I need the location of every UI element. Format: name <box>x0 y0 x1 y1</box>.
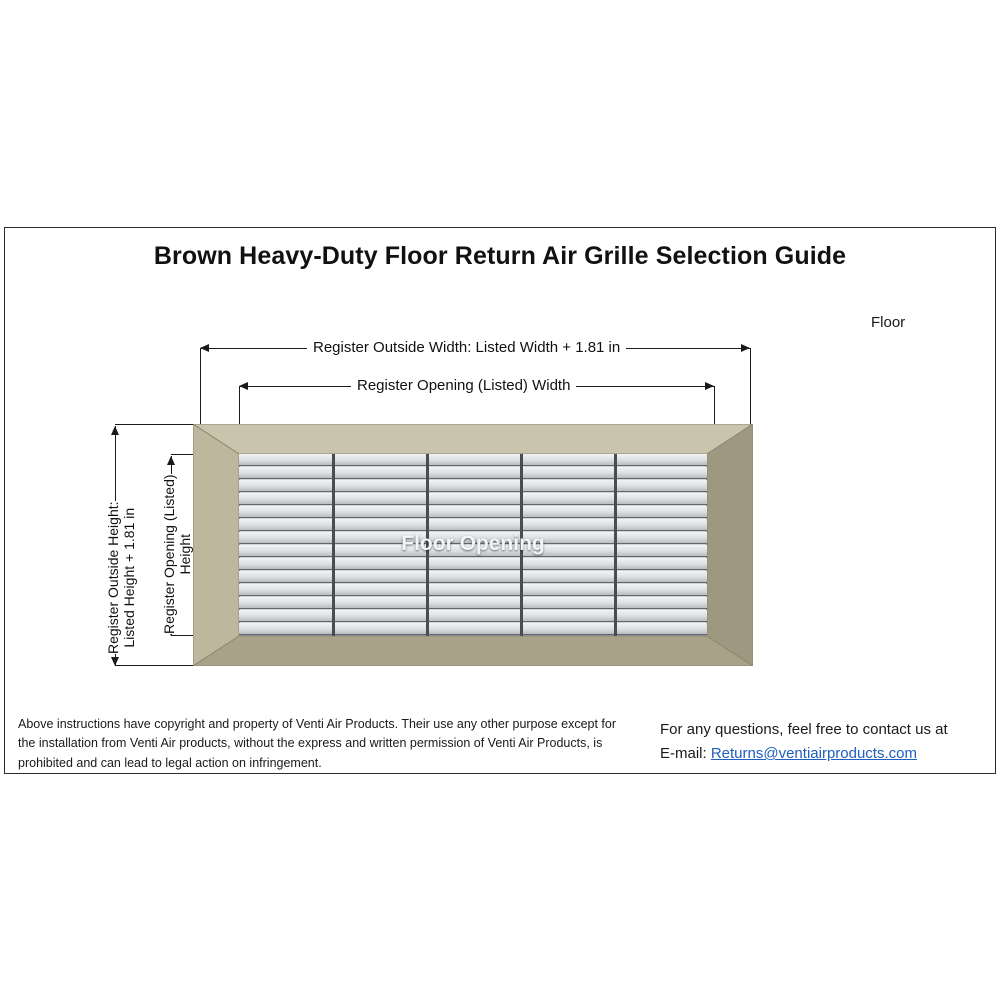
outside-width-label: Register Outside Width: Listed Width + 1.81 in <box>307 339 626 356</box>
email-prefix: E-mail: <box>660 745 711 762</box>
selection-guide-card <box>4 227 996 774</box>
page-title: Brown Heavy-Duty Floor Return Air Grille Selection Guide <box>153 242 847 270</box>
floor-label: Floor <box>871 314 906 331</box>
opening-height-label: Register Opening (Listed) Height <box>161 474 194 634</box>
contact-line: For any questions, feel free to contact us at <box>660 721 948 738</box>
copyright-disclaimer: Above instructions have copyright and property of Venti Air Products. Their use any other purpose except for the installation from Venti Air products, without the express and written permission of Venti Air Products, is prohibited and can lead to legal action on infringement. <box>18 717 617 770</box>
email-link[interactable]: Returns@ventiairproducts.com <box>710 745 917 762</box>
contact-block <box>660 718 990 766</box>
outside-height-label: Register Outside Height: Listed Height + 1.81 in <box>105 501 138 654</box>
grille-louver-area <box>239 454 707 636</box>
floor-grille-image <box>193 424 753 666</box>
floor-opening-label: Floor Opening <box>401 532 545 555</box>
opening-width-label: Register Opening (Listed) Width <box>351 377 576 394</box>
email-line <box>660 742 990 766</box>
